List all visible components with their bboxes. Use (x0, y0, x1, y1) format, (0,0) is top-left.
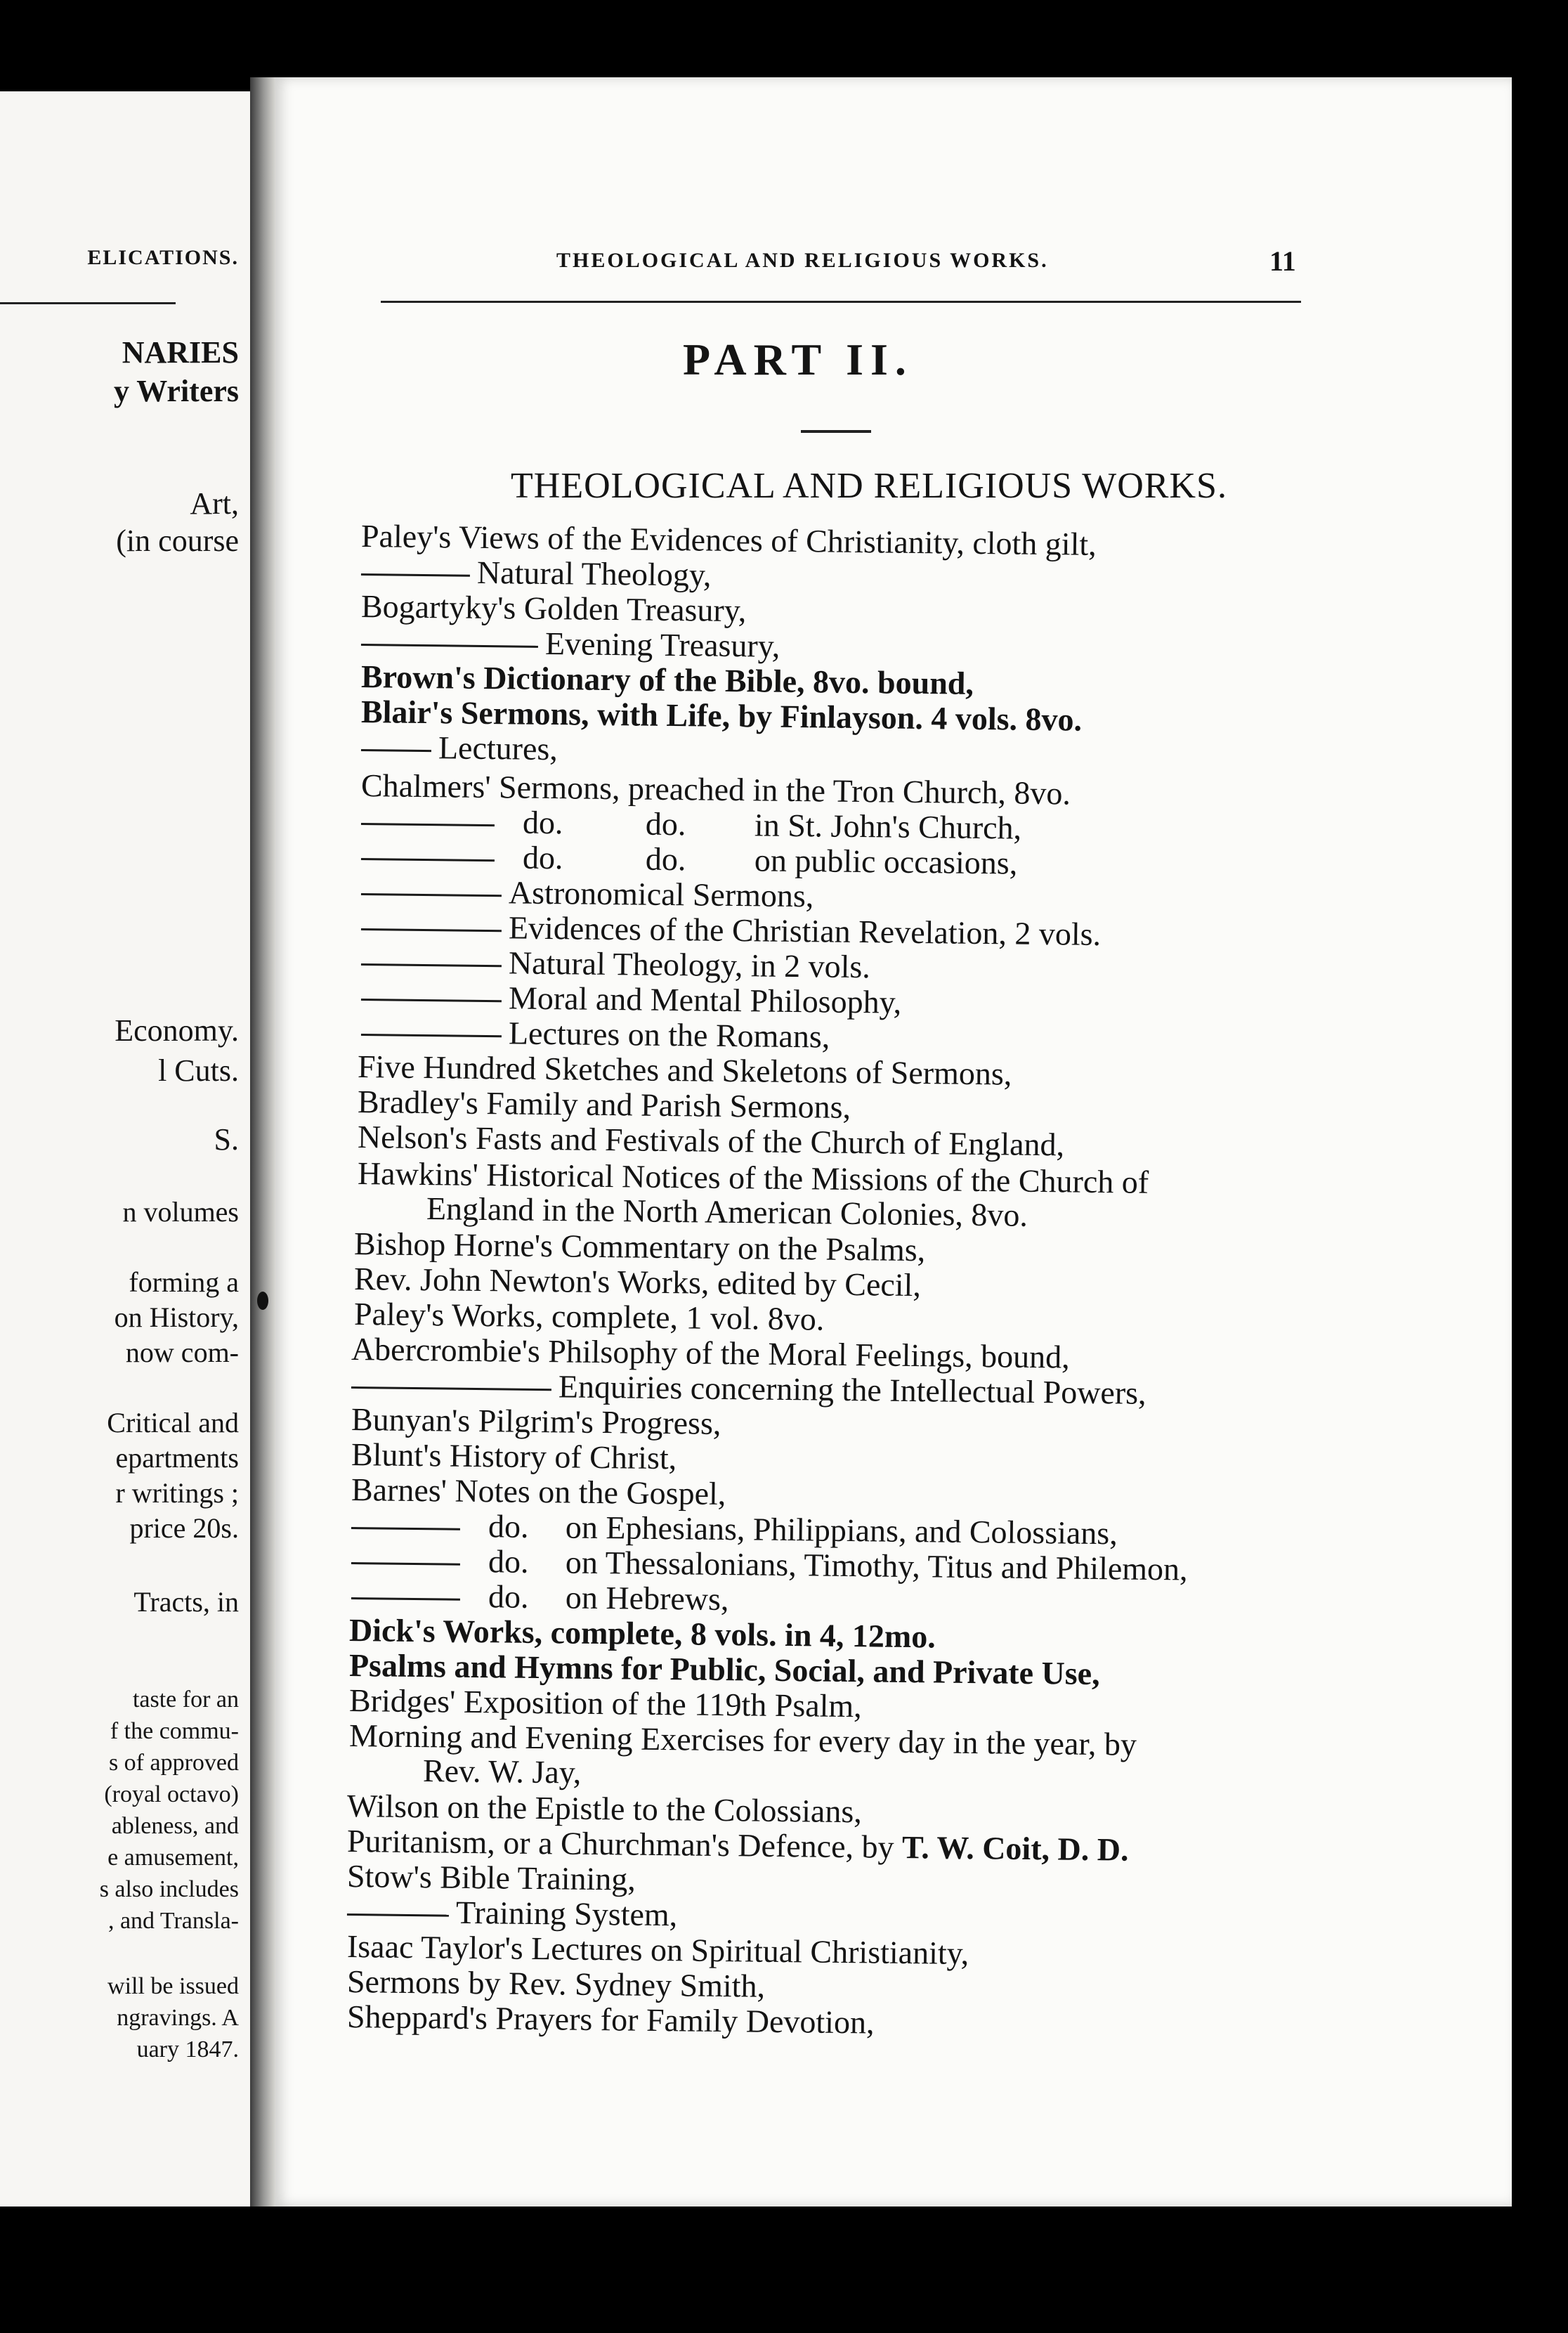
catalogue-entry: Bunyan's Pilgrim's Progress, (351, 1401, 721, 1441)
catalogue-entry: Brown's Dictionary of the Bible, 8vo. bound, (360, 658, 974, 701)
catalogue-entry: Isaac Taylor's Lectures on Spiritual Christianity, (346, 1928, 969, 1972)
catalogue-entry: Lectures, (361, 731, 558, 765)
catalogue-entry: Moral and Mental Philosophy, (361, 980, 902, 1019)
catalogue-entry: Sermons by Rev. Sydney Smith, (346, 1963, 766, 2004)
catalogue-entry: Lectures on the Romans, (361, 1015, 830, 1053)
page-number: 11 (1269, 245, 1296, 277)
catalogue-entry: Abercrombie's Philsophy of the Moral Feelings, bound, (351, 1331, 1070, 1375)
catalogue-entry: do. on Thessalonians, Timothy, Titus and Philemon, (351, 1544, 1188, 1586)
catalogue-entry: Chalmers' Sermons, preached in the Tron Church, 8vo. (360, 767, 1071, 812)
catalogue-entry: do. do. on public occasions, (361, 840, 1018, 880)
catalogue-entry: do. on Ephesians, Philippians, and Colossians, (351, 1509, 1118, 1549)
catalogue-entry: Five Hundred Sketches and Skeletons of Sermons, (357, 1048, 1012, 1092)
ditto-dash (361, 858, 495, 862)
left-header-rule (0, 302, 176, 304)
left-line: on History, (114, 1301, 239, 1333)
catalogue-entry: Training System, (347, 1895, 678, 1931)
title-rule (801, 430, 871, 433)
left-line: forming a (129, 1266, 239, 1298)
left-line: r writings ; (115, 1477, 239, 1509)
ditto-dash (361, 749, 431, 752)
binding-mark (257, 1292, 268, 1310)
ditto-dash (351, 1562, 460, 1566)
left-line: will be issued (107, 1973, 239, 1999)
left-line: Art, (190, 486, 239, 521)
right-page (275, 77, 1512, 2207)
running-head: THEOLOGICAL AND RELIGIOUS WORKS. (556, 249, 1049, 272)
catalogue-entry: Stow's Bible Training, (346, 1858, 636, 1897)
left-line: l Cuts. (158, 1053, 239, 1088)
catalogue-entry: Nelson's Fasts and Festivals of the Church of England, (357, 1119, 1065, 1163)
left-line: Critical and (107, 1407, 239, 1438)
catalogue-entry: Wilson on the Epistle to the Colossians, (346, 1788, 863, 1830)
catalogue-entry: Puritanism, or a Churchman's Defence, by T. W. Coit, D. D. (346, 1823, 1129, 1868)
left-line: y Writers (114, 374, 239, 408)
catalogue-entry: Psalms and Hymns for Public, Social, and Private Use, (348, 1647, 1100, 1692)
ditto-dash (361, 963, 502, 967)
ditto-dash (361, 928, 502, 932)
catalogue-entry: Rev. John Newton's Works, edited by Cecil, (353, 1261, 922, 1304)
catalogue-entry: Barnes' Notes on the Gospel, (351, 1471, 726, 1512)
left-line: NARIES (122, 335, 239, 370)
left-page-fragment (0, 91, 250, 2207)
left-line: ngravings. A (117, 2005, 239, 2031)
ditto-dash (351, 1527, 460, 1531)
catalogue-entry: Blair's Sermons, with Life, by Finlayson. 4 vols. 8vo. (360, 694, 1083, 738)
left-line: (in course (116, 524, 239, 558)
ditto-dash (361, 573, 470, 577)
left-line: Tracts, in (133, 1586, 239, 1618)
catalogue-entry: Dick's Works, complete, 8 vols. in 4, 12mo. (348, 1612, 936, 1655)
left-line: , and Transla- (107, 1908, 239, 1934)
ditto-dash (351, 1386, 551, 1391)
catalogue-entry: Evening Treasury, (361, 625, 780, 663)
ditto-dash (361, 999, 502, 1002)
left-line: S. (214, 1122, 239, 1157)
catalogue-entry: Hawkins' Historical Notices of the Missions of the Church of (357, 1155, 1149, 1200)
left-running-head: ELICATIONS. (87, 246, 239, 269)
catalogue-entry: Bridges' Exposition of the 119th Psalm, (348, 1682, 863, 1724)
catalogue-entry: Rev. W. Jay, (422, 1753, 582, 1791)
catalogue-entry: Evidences of the Christian Revelation, 2 vols. (361, 910, 1102, 951)
catalogue-entry: Morning and Evening Exercises for every day in the year, by (348, 1717, 1137, 1762)
ditto-dash (361, 893, 502, 897)
catalogue-entry: Bogartyky's Golden Treasury, (360, 588, 747, 629)
catalogue-entry: England in the North American Colonies, 8vo. (426, 1190, 1028, 1233)
catalogue-entry: Natural Theology, (361, 555, 712, 592)
ditto-dash (361, 644, 538, 648)
catalogue-entry: Sheppard's Prayers for Family Devotion, (346, 1999, 875, 2041)
catalogue-entry: Bradley's Family and Parish Sermons, (357, 1084, 851, 1125)
catalogue-entry: Enquiries concerning the Intellectual Powers, (351, 1368, 1146, 1410)
catalogue-entry: do. on Hebrews, (351, 1579, 729, 1616)
catalogue-entry: Natural Theology, in 2 vols. (361, 945, 870, 983)
left-line: e amusement, (107, 1845, 239, 1871)
left-line: s of approved (108, 1750, 239, 1776)
left-line: epartments (115, 1442, 239, 1474)
ditto-dash (361, 823, 495, 826)
left-line: uary 1847. (136, 2036, 239, 2062)
catalogue-entry: Blunt's History of Christ, (351, 1436, 677, 1476)
book-gutter (250, 77, 275, 2207)
left-line: n volumes (122, 1196, 239, 1228)
left-line: taste for an (132, 1687, 239, 1713)
ditto-dash (351, 1597, 460, 1601)
header-rule (381, 301, 1301, 303)
left-line: f the commu- (110, 1718, 239, 1744)
catalogue-entry: Paley's Views of the Evidences of Christianity, cloth gilt, (360, 518, 1097, 562)
ditto-dash (347, 1913, 449, 1917)
section-title: THEOLOGICAL AND RELIGIOUS WORKS. (511, 466, 1227, 506)
part-title: PART II. (683, 334, 913, 384)
left-line: (royal octavo) (104, 1781, 239, 1807)
left-line: ableness, and (111, 1813, 239, 1839)
catalogue-entry: Paley's Works, complete, 1 vol. 8vo. (353, 1296, 825, 1337)
left-line: now com- (125, 1337, 239, 1368)
ditto-dash (361, 1034, 502, 1037)
catalogue-entry: Astronomical Sermons, (361, 875, 814, 912)
catalogue-entry: Bishop Horne's Commentary on the Psalms, (353, 1226, 926, 1268)
left-line: price 20s. (129, 1512, 239, 1544)
catalogue-entry: do. do. in St. John's Church, (361, 805, 1022, 845)
left-line: Economy. (115, 1013, 239, 1048)
left-line: s also includes (99, 1876, 239, 1902)
